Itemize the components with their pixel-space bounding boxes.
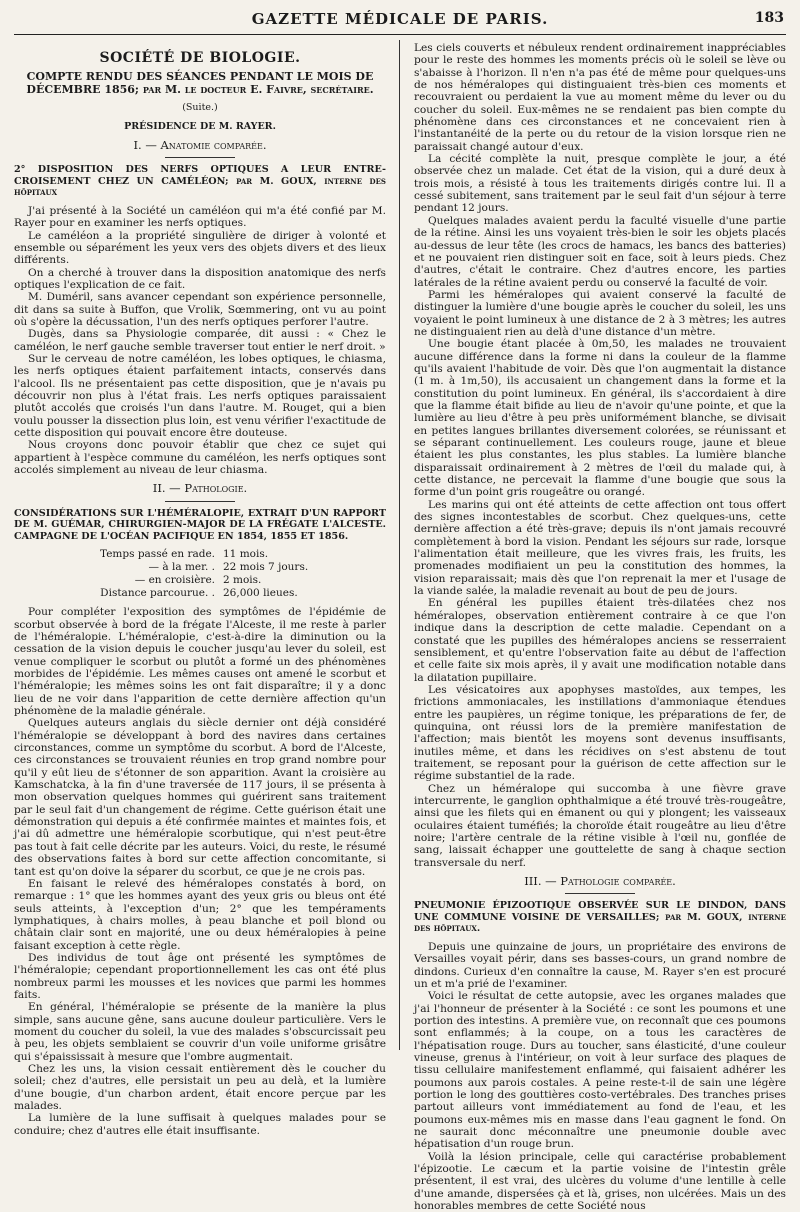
column-divider — [399, 40, 400, 1050]
paragraph: Une bougie étant placée à 0m,50, les malades ne trouvaient aucune différence dans la forme ni dans la couleur de la flamme qu'ils avaient l'habitude de voir. Dès que l'on augmentait la distance (1 m. à 1m,50), ils accusaient un changement dans la forme et la constitution du point lumineux. En général, ils s'accordaient à dire que la flamme était bifide au lieu de n'avoir qu'une pointe, et que la lumière au lieu d'être à peu près uniformément blanche, se divisait en petites langues brillantes diversement colorées, se réunissant et se séparant continuellement. Les couleurs rouge, jaune et bleue étaient les plus constantes, les plus stables. La lumière blanche disparaissait ordinairement à 2 mètres de l'œil du malade qui, à cette distance, ne percevait la flamme d'une bougie que sous la forme d'un point gris rougeâtre ou orangé. — [414, 338, 786, 499]
paragraph: Chez un héméralope qui succomba à une fièvre grave intercurrente, le ganglion ophthalmique a été trouvé très-rougeâtre, ainsi que les filets qui en émanent ou qui y plongent; les vaisseaux oculaires étaient tuméfiés; la choroïde était rougeâtre au lieu d'être noire; l'artère centrale de la rétine visible à l'œil nu, gonflée de sang, laissait échapper une gouttelette de sang à chaque section transversale du nerf. — [414, 782, 786, 869]
paragraph: Quelques malades avaient perdu la faculté visuelle d'une partie de la rétine. Ainsi les uns voyaient très-bien le soir les objets placés au-dessus de leur tête (les crocs de hamacs, les bancs des batteries) et ne pouvaient rien distinguer soit en face, soit à leurs pieds. Chez d'autres, c'était le contraire. Chez d'autres encore, les parties latérales de la rétine avaient perdu ou conservé la faculté de voir. — [414, 214, 786, 289]
paragraph: Parmi les héméralopes qui avaient conservé la faculté de distinguer la lumière d'une bougie après le coucher du soleil, les uns voyaient le point lumineux à une distance de 2 à 3 mètres; les autres ne distinguaient rien au delà d'une distance d'un mètre. — [414, 288, 786, 338]
paragraph: Voici le résultat de cette autopsie, avec les organes malades que j'ai l'honneur de présenter à la Société : ce sont les poumons et une portion des intestins. A première vue, on reconnaît que ces poumons sont enflammés; à la coupe, on a tous les caractères de l'hépatisation rouge. Durs au toucher, sans élasticité, d'une couleur vineuse, grenus à l'intérieur, on voit à leur surface des plaques de tissu cellulaire manifestement enflammé, qui faisaient adhérer les poumons aux parois costales. A peine reste-t-il de sain une légère portion le long des gouttières costo-vertébrales. Des tranches prises partout ailleurs vont immédiatement au fond de l'eau, et les poumons eux-mêmes mis en masse dans l'eau gagnent le fond. On ne saurait donc méconnaître une pneumonie double avec hépatisation d'un rouge brun. — [414, 990, 786, 1151]
paragraph: Chez les uns, la vision cessait entièrement dès le coucher du soleil; chez d'autres, elle persistait un peu au delà, et la lumière d'une bougie, d'un charbon ardent, était encore perçue par les malades. — [14, 1063, 386, 1113]
society-title: SOCIÉTÉ DE BIOLOGIE. — [99, 50, 301, 66]
paragraph: La lumière de la lune suffisait à quelques malades pour se conduire; chez d'autres elle était insuffisante. — [14, 1112, 386, 1137]
paragraph: Depuis une quinzaine de jours, un propriétaire des environs de Versailles voyait périr, dans ses basses-cours, un grand nombre de dindons. Curieux d'en connaître la cause, M. Rayer s'en est procuré un et m'a prié de l'examiner. — [414, 940, 786, 990]
suite-label: (Suite.) — [182, 102, 218, 114]
paragraph: Voilà la lésion principale, celle qui caractérise probablement l'épizootie. Le cæcum et la partie voisine de l'intestin grêle présentent, il est vrai, des ulcères du volume d'une lentille à celle d'une amande, dispersées çà et là, grises, non ulcérées. Mais un des honorables membres de cette Société nous — [414, 1150, 786, 1212]
running-head — [14, 8, 786, 35]
section-heading-pathologie: II. — Pathologie. — [152, 481, 248, 496]
report-title: COMPTE RENDU DES SÉANCES PENDANT LE MOIS DE DÉCEMBRE 1856; par M. le docteur E. Faivre, secrétaire. — [26, 70, 374, 97]
stats-row: Distance parcourue. . 26,000 lieues. — [100, 587, 298, 600]
paragraph: Dugès, dans sa Physiologie comparée, dit aussi : « Chez le caméléon, le nerf gauche semble traverser tout entier le nerf droit. » — [14, 328, 386, 353]
paragraph: Le caméléon a la propriété singulière de diriger à volonté et ensemble ou séparément les yeux vers des objets divers et des lieux différents. — [14, 229, 386, 267]
subsection-pneumonie: PNEUMONIE ÉPIZOOTIQUE OBSERVÉE SUR LE DINDON, DANS UNE COMMUNE VOISINE DE VERSAILLES; par M. GOUX, interne des hôpitaux. — [414, 900, 786, 935]
divider-short — [565, 893, 635, 894]
subsection-nerfs-optiques: 2° DISPOSITION DES NERFS OPTIQUES A LEUR ENTRE-CROISEMENT CHEZ UN CAMÉLÉON; par M. GOUX, interne des hôpitaux — [14, 164, 386, 199]
paragraph: Nous croyons donc pouvoir établir que chez ce sujet qui appartient à l'espèce commune du caméléon, les nerfs optiques sont accolés simplement au niveau de leur chiasma. — [14, 439, 386, 477]
paragraph: M. Duméril, sans avancer cependant son expérience personnelle, dit dans sa suite à Buffon, que Vrolik, Sœmmering, ont vu au point où s'opère la décussation, l'un des nerfs optiques perforer l'autre. — [14, 291, 386, 328]
paragraph: En général les pupilles étaient très-dilatées chez nos héméralopes, observation entièrement contraire à ce que l'on indique dans la description de cette maladie. Cependant on a constaté que les pupilles des héméralopes anciens se resserraient sensiblement, et qu'entre l'observation faite au début de l'affection et celle faite six mois après, il y avait une modification notable dans la dilatation pupillaire. — [414, 597, 786, 684]
divider-short — [165, 501, 235, 502]
stats-row: Temps passé en rade. 11 mois. — [100, 548, 269, 561]
paragraph: Des individus de tout âge ont présenté les symptômes de l'héméralopie; cependant proportionnellement les cas ont été plus nombreux parmi les mousses et les novices que parmi les hommes faits. — [14, 951, 386, 1001]
paragraph: En général, l'héméralopie se présente de la manière la plus simple, sans aucune gêne, sans aucune douleur particulière. Vers le moment du coucher du soleil, la vue des malades s'obscurcissait peu à peu, les objets semblaient se couvrir d'un voile uniforme grisâtre qui s'épaississait à mesure que l'ombre augmentait. — [14, 1001, 386, 1063]
stats-row: — en croisière. 2 mois. — [134, 574, 262, 587]
paragraph: Sur le cerveau de notre caméléon, les lobes optiques, le chiasma, les nerfs optiques étaient parfaitement intacts, conservés dans l'alcool. Ils ne présentaient pas cette disposition, que je n'avais pu découvrir non plus à l'état frais. Les nerfs optiques paraissaient plutôt accolés que croisés l'un dans l'autre. M. Rouget, qui a bien voulu pousser la dissection plus loin, est venu vérifier l'exactitude de cette disposition qui pouvait encore être douteuse. — [14, 353, 386, 440]
section-heading-anatomie: I. — Anatomie comparée. — [133, 138, 267, 153]
paragraph: Quelques auteurs anglais du siècle dernier ont déjà considéré l'héméralopie se développant à bord des navires dans certaines circonstances, comme un symptôme du scorbut. A bord de l'Alceste, ces circonstances se trouvaient réunies en trop grand nombre pour qu'il y eût lieu de s'étonner de son apparition. Avant la croisière au Kamschatcka, à la fin d'une traversée de 117 jours, il se présenta à mon observation quelques hommes qui guérirent sans traitement par le seul fait d'un changement de régime. Cette guérison était une démonstration qui depuis a été confirmée maintes et maintes fois, et j'ai dû admettre une héméralopie scorbutique, qui n'est peut-être pas tout à fait celle décrite par les auteurs. Voici, du reste, le résumé des observations faites à bord sur cette affection concomitante, si tant est qu'on doive la séparer du scorbut, ce que je ne crois pas. — [14, 717, 387, 878]
paragraph: Les ciels couverts et nébuleux rendent ordinairement inappréciables pour le reste des hommes les moments précis où le soleil se lève ou s'abaisse à l'horizon. Il n'en n'a pas été de même pour quelques-uns de nos héméralopes qui distinguaient très-bien ces moments et recouvraient ou perdaient la vue au moment même du lever ou du coucher du soleil. Eux-mêmes ne se rendaient pas bien compte du phénomène dans ces circonstances et ne concevaient rien à l'instantanéité de la perte ou du retour de la vision lorsque rien ne paraissait changé autour d'eux. — [414, 42, 786, 153]
paragraph: Pour compléter l'exposition des symptômes de l'épidémie de scorbut observée à bord de la frégate l'Alceste, il me reste à parler de l'héméralopie. L'héméralopie, c'est-à-dire la diminution ou la cessation de la vision depuis le coucher jusqu'au lever du soleil, est venue compliquer le scorbut ou plutôt a formé un des phénomènes morbides de l'épidémie. Les mêmes causes ont amené le scorbut et l'héméralopie; les mêmes soins les ont fait disparaître; il y a donc lieu de ne voir dans l'apparition de cette dernière affection qu'un phénomène de la maladie générale. — [14, 606, 386, 718]
divider-short — [165, 157, 235, 158]
stats-row: — à la mer. . 22 mois 7 jours. — [148, 561, 309, 574]
section-heading-pathologie-comparee: III. — Pathologie comparée. — [524, 874, 676, 889]
running-title: GAZETTE MÉDICALE DE PARIS. — [251, 10, 549, 28]
voyage-stats-table — [75, 548, 325, 600]
subsection-hemeralopie: CONSIDÉRATIONS SUR L'HÉMÉRALOPIE, EXTRAIT D'UN RAPPORT DE M. GUÉMAR, CHIRURGIEN-MAJOR DE LA FRÉGATE L'ALCESTE. CAMPAGNE DE L'OCÉAN PACIFIQUE EN 1854, 1855 ET 1856. — [14, 507, 386, 542]
paragraph: J'ai présenté à la Société un caméléon qui m'a été confié par M. Rayer pour en examiner les nerfs optiques. — [14, 204, 386, 230]
left-column — [14, 42, 387, 1137]
page-number: 183 — [754, 10, 784, 26]
right-column — [414, 42, 786, 1212]
paragraph: En faisant le relevé des héméralopes constatés à bord, on remarque : 1° que les hommes ayant des yeux gris ou bleus ont été seuls atteints, à l'exception d'un; 2° que les tempéraments lymphatiques, à chairs molles, à peau blanche et poil blond ou châtain clair sont en majorité, une ou deux héméralopies à peine faisant exception à cette règle. — [14, 877, 386, 952]
paragraph: Les vésicatoires aux apophyses mastoïdes, aux tempes, les frictions ammoniacales, les instillations d'ammoniaque étendues entre les paupières, un régime tonique, les préparations de fer, de quinquina, ont réussi lors de la première manifestation de l'affection; mais bientôt les moyens sont devenus insuffisants, inutiles même, et dans les récidives on s'est abstenu de tout traitement, se reposant pour la guérison de cette affection sur le régime substantiel de la rade. — [414, 683, 786, 783]
paragraph: Les marins qui ont été atteints de cette affection ont tous offert des signes incontestables de scorbut. Chez quelques-uns, cette dernière affection a été très-grave; depuis ils n'ont jamais recouvré complètement à bord la vision. Pendant les séjours sur rade, lorsque l'alimentation était meilleure, que les vivres frais, les fruits, les promenades modifiaient un peu la constitution des hommes, la vision reparaissait; mais dès que l'on reprenait la mer et l'usage de la viande salée, la maladie revenait au bout de peu de jours. — [414, 498, 786, 598]
presidence-line: PRÉSIDENCE DE M. RAYER. — [124, 120, 276, 132]
paragraph: La cécité complète la nuit, presque complète le jour, a été observée chez un malade. Cet état de la vision, qui a duré deux à trois mois, a résisté à tous les traitements dirigés contre lui. Il a cessé subitement, sans traitement par le seul fait d'un séjour à terre pendant 12 jours. — [414, 153, 786, 215]
paragraph: On a cherché à trouver dans la disposition anatomique des nerfs optiques l'explication de ce fait. — [14, 266, 386, 291]
